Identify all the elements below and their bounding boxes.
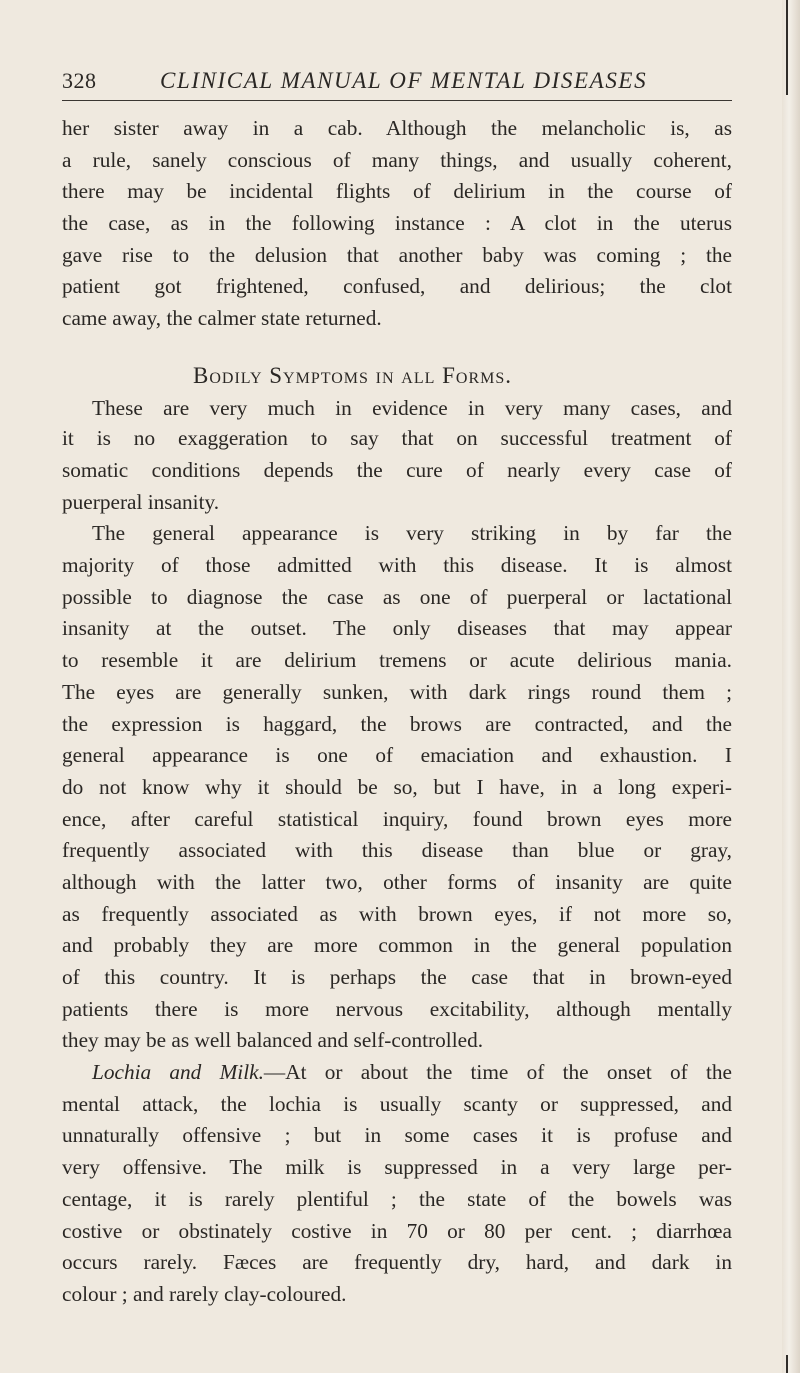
text-line: there may be incidental flights of delirium in the course of <box>62 179 732 204</box>
paragraph-3 <box>62 518 732 1057</box>
paragraph-2 <box>62 393 732 519</box>
text-line: they may be as well balanced and self-controlled. <box>62 1028 484 1053</box>
page-edge-line-top <box>786 0 788 95</box>
text-line: the expression is haggard, the brows are contracted, and the <box>62 711 732 736</box>
text-line: mental attack, the lochia is usually scanty or suppressed, and <box>62 1091 732 1116</box>
text-line: ence, after careful statistical inquiry, found brown eyes more <box>62 806 732 831</box>
text-line: somatic conditions depends the cure of nearly every case of <box>62 458 732 482</box>
text-line: puerperal insanity. <box>62 489 220 514</box>
text-line: insanity at the outset. The only diseases that may appear <box>62 616 732 641</box>
text-line: The general appearance is very striking in by far the <box>92 521 732 546</box>
page-edge-shadow <box>782 0 800 1373</box>
section-heading: Bodily Symptoms in all Forms. <box>193 362 513 388</box>
text-line: gave rise to the delusion that another baby was coming ; the <box>62 242 732 267</box>
text-line: very offensive. The milk is suppressed in a very large per- <box>62 1155 732 1180</box>
text-line: to resemble it are delirium tremens or acute delirious mania. <box>62 648 732 673</box>
running-head <box>62 62 732 102</box>
paragraph-1 <box>62 113 732 335</box>
text-line: centage, it is rarely plentiful ; the state of the bowels was <box>62 1186 732 1211</box>
text-line: possible to diagnose the case as one of puerperal or lactational <box>62 584 732 609</box>
text-line: These are very much in evidence in very many cases, and <box>92 395 732 420</box>
text-line: and probably they are more common in the general population <box>62 933 732 958</box>
text-line: her sister away in a cab. Although the melancholic is, as <box>62 116 732 140</box>
text-line: colour ; and rarely clay-coloured. <box>62 1281 347 1306</box>
text-line: the case, as in the following instance : A clot in the uterus <box>62 211 732 236</box>
text-line: occurs rarely. Fæces are frequently dry, hard, and dark in <box>62 1250 732 1275</box>
text-line: The eyes are generally sunken, with dark rings round them ; <box>62 679 732 704</box>
paragraph-4 <box>62 1057 732 1311</box>
text-line <box>62 1057 732 1089</box>
text-line: a rule, sanely conscious of many things, and usually coherent, <box>62 147 732 172</box>
page-number: 328 <box>62 68 97 93</box>
text-line: as frequently associated as with brown eyes, if not more so, <box>62 901 732 926</box>
text-line: majority of those admitted with this disease. It is almost <box>62 553 732 578</box>
text-line: costive or obstinately costive in 70 or 80 per cent. ; diarrhœa <box>62 1218 732 1243</box>
text-line: patients there is more nervous excitability, although mentally <box>62 996 732 1021</box>
text-line: do not know why it should be so, but I have, in a long experi- <box>62 774 732 799</box>
text-line: general appearance is one of emaciation and exhaustion. I <box>62 743 732 768</box>
running-title: CLINICAL MANUAL OF MENTAL DISEASES <box>160 68 648 93</box>
text-line: of this country. It is perhaps the case that in brown-eyed <box>62 965 732 989</box>
text-line: although with the latter two, other forms of insanity are quite <box>62 869 732 894</box>
text-line: patient got frightened, confused, and delirious; the clot <box>62 274 732 299</box>
page-edge-line-bottom <box>786 1355 788 1373</box>
text-line: came away, the calmer state returned. <box>62 306 382 331</box>
text-line: unnaturally offensive ; but in some cases it is profuse and <box>62 1123 732 1148</box>
lead-in-text: —At or about the time of the onset of the <box>263 1060 732 1085</box>
header-rule <box>62 100 732 101</box>
body-text <box>62 113 732 1311</box>
text-line: it is no exaggeration to say that on successful treatment of <box>62 426 732 451</box>
text-line: frequently associated with this disease than blue or gray, <box>62 838 732 863</box>
lead-in-heading: Lochia and Milk. <box>92 1060 264 1085</box>
